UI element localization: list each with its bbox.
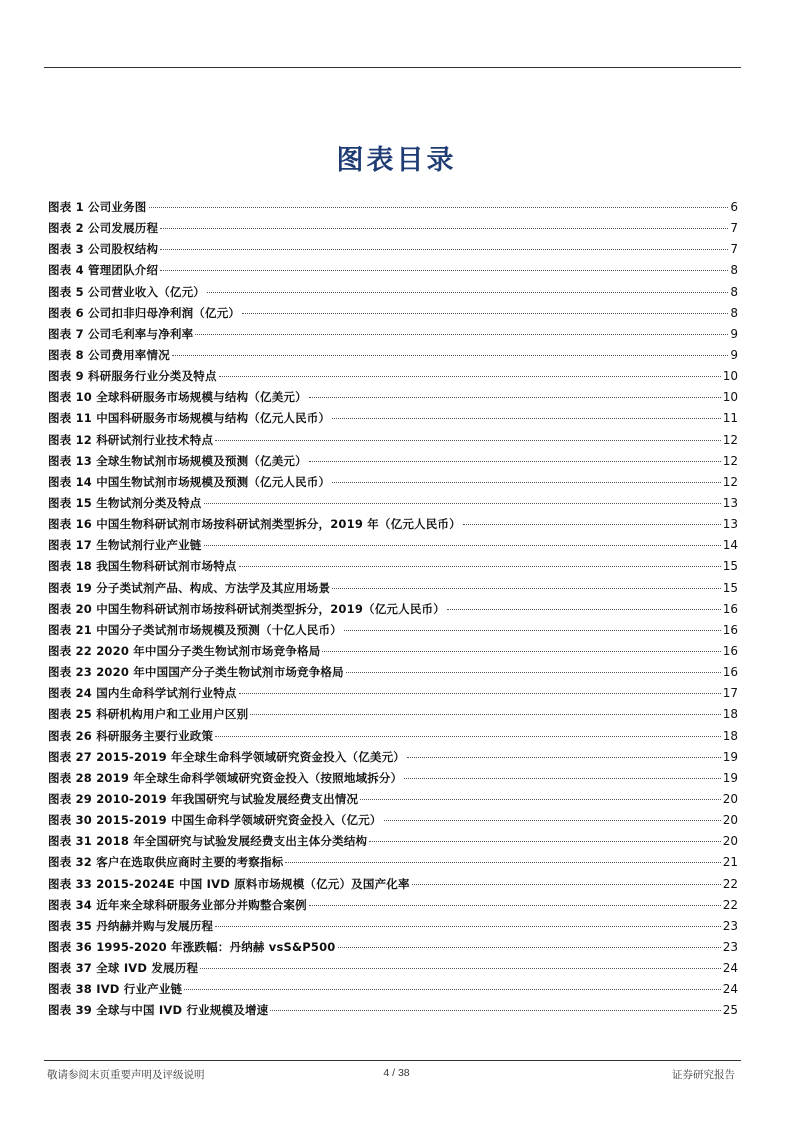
toc-entry[interactable] (48, 664, 738, 685)
toc-dot-leader (322, 651, 720, 652)
toc-entry[interactable] (48, 241, 738, 262)
toc-dot-leader (195, 334, 728, 335)
table-of-figures (48, 199, 738, 1023)
toc-entry-label: 图表 11 中国科研服务市场规模与结构（亿元人民币） (48, 411, 331, 426)
toc-entry[interactable] (48, 854, 738, 875)
toc-entry[interactable] (48, 432, 738, 453)
toc-dot-leader (149, 207, 729, 208)
toc-dot-leader (204, 545, 721, 546)
toc-dot-leader (207, 292, 728, 293)
toc-dot-leader (200, 968, 721, 969)
toc-entry-label: 图表 6 公司扣非归母净利润（亿元） (48, 305, 241, 320)
toc-entry[interactable] (48, 770, 738, 791)
toc-entry-page: 24 (722, 961, 738, 976)
footer-disclaimer: 敬请参阅末页重要声明及评级说明 (47, 1069, 205, 1081)
toc-entry-page: 15 (722, 559, 738, 574)
toc-dot-leader (332, 418, 721, 419)
toc-entry-page: 15 (722, 580, 738, 595)
toc-entry[interactable] (48, 410, 738, 431)
toc-dot-leader (242, 313, 728, 314)
toc-entry-label: 图表 25 科研机构用户和工业用户区别 (48, 707, 249, 722)
toc-entry-label: 图表 13 全球生物试剂市场规模及预测（亿美元） (48, 453, 307, 468)
toc-entry-label: 图表 20 中国生物科研试剂市场按科研试剂类型拆分，2019（亿元人民币） (48, 601, 445, 616)
toc-entry-page: 17 (722, 686, 738, 701)
toc-entry-page: 18 (722, 728, 738, 743)
toc-entry-label: 图表 32 客户在选取供应商时主要的考察指标 (48, 855, 284, 870)
toc-entry-label: 图表 10 全球科研服务市场规模与结构（亿美元） (48, 390, 307, 405)
toc-entry-label: 图表 30 2015-2019 中国生命科学领域研究资金投入（亿元） (48, 813, 382, 828)
toc-dot-leader (160, 249, 728, 250)
toc-entry-label: 图表 21 中国分子类试剂市场规模及预测（十亿人民币） (48, 622, 342, 637)
toc-dot-leader (346, 672, 721, 673)
toc-entry-label: 图表 36 1995-2020 年涨跌幅：丹纳赫 vsS&P500 (48, 939, 336, 954)
toc-entry-page: 10 (722, 369, 738, 384)
toc-dot-leader (309, 461, 721, 462)
toc-dot-leader (332, 588, 721, 589)
toc-entry[interactable] (48, 495, 738, 516)
toc-dot-leader (172, 355, 728, 356)
toc-entry-page: 8 (730, 305, 738, 320)
toc-dot-leader (160, 228, 728, 229)
toc-entry-label: 图表 22 2020 年中国分子类生物试剂市场竞争格局 (48, 643, 321, 658)
toc-entry[interactable] (48, 812, 738, 833)
toc-entry-label: 图表 7 公司毛利率与净利率 (48, 326, 194, 341)
toc-entry-label: 图表 31 2018 年全国研究与试验发展经费支出主体分类结构 (48, 834, 368, 849)
toc-dot-leader (338, 947, 721, 948)
toc-entry-page: 16 (722, 665, 738, 680)
toc-entry-label: 图表 4 管理团队介绍 (48, 263, 159, 278)
toc-entry[interactable] (48, 220, 738, 241)
toc-entry-label: 图表 19 分子类试剂产品、构成、方法学及其应用场景 (48, 580, 331, 595)
toc-entry[interactable] (48, 305, 738, 326)
toc-entry[interactable] (48, 262, 738, 283)
toc-entry[interactable] (48, 474, 738, 495)
toc-entry-label: 图表 26 科研服务主要行业政策 (48, 728, 214, 743)
toc-entry[interactable] (48, 347, 738, 368)
toc-entry-label: 图表 27 2015-2019 年全球生命科学领域研究资金投入（亿美元） (48, 749, 405, 764)
toc-entry-page: 18 (722, 707, 738, 722)
toc-entry[interactable] (48, 685, 738, 706)
toc-entry[interactable] (48, 1002, 738, 1023)
toc-entry-page: 22 (722, 897, 738, 912)
toc-dot-leader (344, 630, 721, 631)
toc-entry-page: 23 (722, 918, 738, 933)
toc-entry-label: 图表 18 我国生物科研试剂市场特点 (48, 559, 237, 574)
toc-entry-label: 图表 29 2010-2019 年我国研究与试验发展经费支出情况 (48, 791, 359, 806)
toc-entry-page: 7 (730, 221, 738, 236)
toc-dot-leader (332, 482, 721, 483)
toc-entry[interactable] (48, 749, 738, 770)
toc-entry-page: 13 (722, 495, 738, 510)
toc-entry-label: 图表 37 全球 IVD 发展历程 (48, 961, 199, 976)
toc-entry-page: 12 (722, 432, 738, 447)
toc-dot-leader (250, 714, 720, 715)
toc-dot-leader (384, 820, 721, 821)
footer-rule (44, 1060, 741, 1061)
toc-dot-leader (463, 524, 721, 525)
toc-dot-leader (309, 905, 721, 906)
toc-dot-leader (239, 693, 721, 694)
toc-dot-leader (270, 1010, 720, 1011)
toc-dot-leader (160, 270, 728, 271)
toc-entry-page: 8 (730, 263, 738, 278)
toc-dot-leader (369, 841, 721, 842)
toc-dot-leader (412, 884, 721, 885)
toc-entry[interactable] (48, 728, 738, 749)
toc-entry[interactable] (48, 791, 738, 812)
toc-dot-leader (309, 397, 721, 398)
toc-entry-label: 图表 5 公司营业收入（亿元） (48, 284, 206, 299)
toc-dot-leader (215, 926, 721, 927)
toc-entry-label: 图表 35 丹纳赫并购与发展历程 (48, 918, 214, 933)
toc-entry[interactable] (48, 706, 738, 727)
toc-entry[interactable] (48, 199, 738, 220)
toc-entry[interactable] (48, 939, 738, 960)
toc-dot-leader (404, 778, 720, 779)
toc-entry-page: 24 (722, 982, 738, 997)
toc-entry-label: 图表 9 科研服务行业分类及特点 (48, 369, 217, 384)
toc-entry-label: 图表 16 中国生物科研试剂市场按科研试剂类型拆分，2019 年（亿元人民币） (48, 517, 461, 532)
toc-entry[interactable] (48, 368, 738, 389)
toc-dot-leader (239, 566, 721, 567)
toc-entry-page: 9 (730, 347, 738, 362)
toc-entry-page: 12 (722, 453, 738, 468)
toc-entry[interactable] (48, 284, 738, 305)
toc-entry-page: 21 (722, 855, 738, 870)
toc-entry-label: 图表 8 公司费用率情况 (48, 347, 170, 362)
toc-dot-leader (360, 799, 721, 800)
toc-entry[interactable] (48, 918, 738, 939)
toc-entry-page: 23 (722, 939, 738, 954)
toc-entry[interactable] (48, 643, 738, 664)
toc-entry-page: 20 (722, 834, 738, 849)
toc-entry-page: 12 (722, 474, 738, 489)
toc-entry-label: 图表 39 全球与中国 IVD 行业规模及增速 (48, 1003, 269, 1018)
toc-entry-label: 图表 3 公司股权结构 (48, 242, 159, 257)
toc-entry[interactable] (48, 960, 738, 981)
toc-entry-label: 图表 1 公司业务图 (48, 200, 147, 214)
page-title: 图表目录 (336, 145, 457, 176)
toc-entry[interactable] (48, 453, 738, 474)
toc-entry-page: 16 (722, 622, 738, 637)
toc-entry-label: 图表 14 中国生物试剂市场规模及预测（亿元人民币） (48, 474, 331, 489)
toc-entry-label: 图表 28 2019 年全球生命科学领域研究资金投入（按照地域拆分） (48, 770, 403, 785)
toc-entry-label: 图表 33 2015-2024E 中国 IVD 原料市场规模（亿元）及国产化率 (48, 876, 410, 891)
toc-entry-label: 图表 38 IVD 行业产业链 (48, 982, 183, 997)
toc-entry-page: 20 (722, 813, 738, 828)
toc-entry-label: 图表 15 生物试剂分类及特点 (48, 495, 202, 510)
toc-entry-page: 8 (730, 284, 738, 299)
toc-dot-leader (184, 989, 720, 990)
toc-entry[interactable] (48, 981, 738, 1002)
toc-entry[interactable] (48, 622, 738, 643)
toc-dot-leader (407, 757, 721, 758)
toc-entry-page: 10 (722, 390, 738, 405)
toc-entry-page: 16 (722, 643, 738, 658)
toc-entry-page: 20 (722, 791, 738, 806)
toc-dot-leader (285, 862, 720, 863)
toc-dot-leader (447, 609, 721, 610)
toc-entry-page: 22 (722, 876, 738, 891)
toc-entry-label: 图表 24 国内生命科学试剂行业特点 (48, 686, 237, 701)
toc-dot-leader (219, 376, 721, 377)
toc-entry-label: 图表 2 公司发展历程 (48, 221, 159, 236)
toc-dot-leader (215, 440, 721, 441)
toc-entry-page: 19 (722, 770, 738, 785)
toc-entry-page: 9 (730, 326, 738, 341)
toc-entry[interactable] (48, 580, 738, 601)
toc-entry-label: 图表 17 生物试剂行业产业链 (48, 538, 202, 553)
toc-dot-leader (215, 736, 721, 737)
toc-entry[interactable] (48, 876, 738, 897)
toc-entry[interactable] (48, 558, 738, 579)
toc-entry-page: 19 (722, 749, 738, 764)
toc-entry-page: 6 (730, 200, 738, 214)
toc-entry-page: 25 (722, 1003, 738, 1018)
page-number: 4 / 38 (383, 1067, 410, 1079)
toc-entry[interactable] (48, 897, 738, 918)
toc-entry-label: 图表 12 科研试剂行业技术特点 (48, 432, 214, 447)
toc-entry-label: 图表 23 2020 年中国国产分子类生物试剂市场竞争格局 (48, 665, 344, 680)
toc-entry[interactable] (48, 326, 738, 347)
toc-dot-leader (204, 503, 721, 504)
toc-entry-page: 16 (722, 601, 738, 616)
toc-entry-page: 14 (722, 538, 738, 553)
toc-entry-page: 13 (722, 517, 738, 532)
toc-entry[interactable] (48, 537, 738, 558)
toc-entry-page: 11 (722, 411, 738, 426)
toc-entry-label: 图表 34 近年来全球科研服务业部分并购整合案例 (48, 897, 307, 912)
footer-report-type: 证券研究报告 (672, 1069, 735, 1081)
toc-entry-page: 7 (730, 242, 738, 257)
toc-entry[interactable] (48, 389, 738, 410)
header-rule (44, 67, 741, 68)
toc-entry[interactable] (48, 601, 738, 622)
toc-entry[interactable] (48, 516, 738, 537)
toc-entry[interactable] (48, 833, 738, 854)
